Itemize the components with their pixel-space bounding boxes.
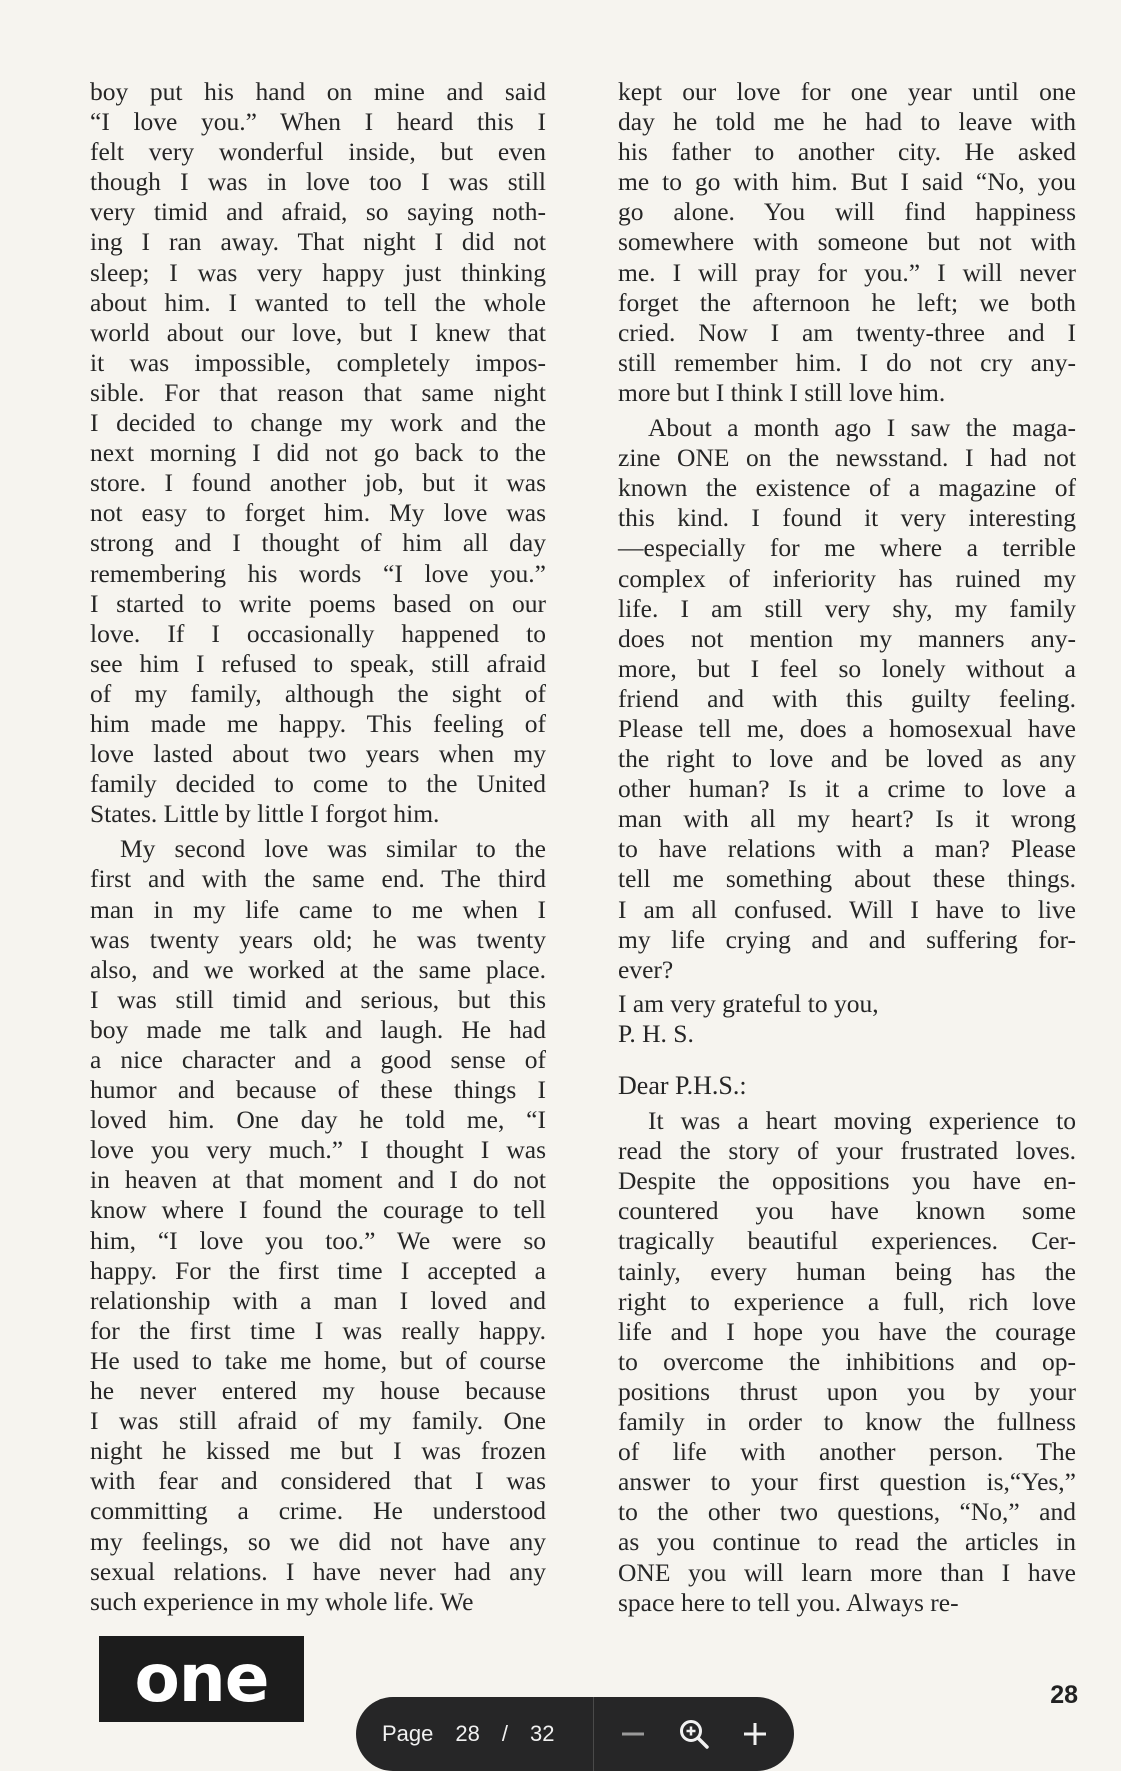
text-line: my life crying and and suffering for- — [618, 924, 1076, 954]
text-line: love lasted about two years when my — [90, 739, 546, 769]
text-line: tainly, every human being has the — [618, 1256, 1076, 1286]
text-line: other human? Is it a crime to love a — [618, 774, 1076, 804]
text-line: for the first time I was really happy. — [90, 1315, 546, 1345]
text-line: friend and with this guilty feeling. — [618, 683, 1076, 713]
letter-signoff — [618, 989, 1076, 1049]
text-line: of my family, although the sight of — [90, 678, 546, 708]
text-line: loved him. One day he told me, “I — [90, 1105, 546, 1135]
text-line: ing I ran away. That night I did not — [90, 227, 546, 257]
zoom-reset-button[interactable] — [672, 1712, 716, 1756]
text-line: his father to another city. He asked — [618, 137, 1076, 167]
text-line: answer to your first question is,“Yes,” — [618, 1467, 1076, 1497]
text-line: I decided to change my work and the — [90, 408, 546, 438]
plus-icon — [741, 1720, 769, 1748]
text-line: positions thrust upon you by your — [618, 1376, 1076, 1406]
text-line: remembering his words “I love you.” — [90, 558, 546, 588]
text-line: somewhere with someone but not with — [618, 227, 1076, 257]
text-line: P. H. S. — [618, 1018, 694, 1048]
text-line: more, but I feel so lonely without a — [618, 653, 1076, 683]
one-magazine-logo — [99, 1636, 304, 1722]
text-line: known the existence of a magazine of — [618, 473, 1076, 503]
page-indicator — [356, 1697, 593, 1771]
text-line: I am very grateful to you, — [618, 988, 879, 1018]
text-line: sible. For that reason that same night — [90, 377, 546, 407]
text-line: boy made me talk and laugh. He had — [90, 1014, 546, 1044]
text-line: tragically beautiful experiences. Cer- — [618, 1226, 1076, 1256]
text-line: “I love you.” When I heard this I — [90, 107, 546, 137]
current-page-number[interactable]: 28 — [455, 1721, 480, 1746]
text-line: cried. Now I am twenty-three and I — [618, 317, 1076, 347]
text-line: felt very wonderful inside, but even — [90, 137, 546, 167]
text-line: forget the afternoon he left; we both — [618, 287, 1076, 317]
text-line: About a month ago I saw the maga- — [648, 413, 1076, 443]
left-paragraph-1 — [90, 77, 546, 829]
text-line: man with all my heart? Is it wrong — [618, 804, 1076, 834]
text-line: right to experience a full, rich love — [618, 1286, 1076, 1316]
text-line: about him. I wanted to tell the whole — [90, 287, 546, 317]
text-line: life and I hope you have the courage — [618, 1316, 1076, 1346]
text-line: Despite the oppositions you have en- — [618, 1166, 1076, 1196]
text-line: my feelings, so we did not have any — [90, 1526, 546, 1556]
text-line: to overcome the inhibitions and op- — [618, 1346, 1076, 1376]
text-line: very timid and afraid, so saying noth- — [90, 197, 546, 227]
text-line: life. I am still very shy, my family — [618, 593, 1076, 623]
text-line: to have relations with a man? Please — [618, 834, 1076, 864]
text-line: of life with another person. The — [618, 1437, 1076, 1467]
text-line: strong and I thought of him all day — [90, 528, 546, 558]
text-line: store. I found another job, but it was — [90, 468, 546, 498]
right-paragraph-1 — [618, 77, 1076, 408]
text-line: world about our love, but I knew that — [90, 317, 546, 347]
text-line: tell me something about these things. — [618, 864, 1076, 894]
text-line: he never entered my house because — [90, 1376, 546, 1406]
total-pages: 32 — [530, 1721, 555, 1746]
printed-page-number: 28 — [1050, 1681, 1078, 1709]
left-column — [90, 77, 546, 1617]
text-line: it was impossible, completely impos- — [90, 347, 546, 377]
minus-icon — [619, 1720, 647, 1748]
text-line: zine ONE on the newsstand. I had not — [618, 443, 1076, 473]
text-line: My second love was similar to the — [120, 834, 546, 864]
salutation-text: Dear P.H.S.: — [618, 1071, 747, 1100]
text-line: I am all confused. Will I have to live — [618, 894, 1076, 924]
text-line: still remember him. I do not cry any- — [618, 347, 1076, 377]
text-line: love. If I occasionally happened to — [90, 618, 546, 648]
text-line: space here to tell you. Always re- — [618, 1587, 959, 1617]
page-label: Page — [382, 1721, 434, 1746]
text-line: was twenty years old; he was twenty — [90, 924, 546, 954]
viewer-toolbar — [356, 1697, 794, 1771]
reply-paragraph — [618, 1106, 1076, 1618]
text-line: I started to write poems based on our — [90, 588, 546, 618]
text-line: love you very much.” I thought I was — [90, 1135, 546, 1165]
text-line: day he told me he had to leave with — [618, 107, 1076, 137]
text-line: I was still afraid of my family. One — [90, 1406, 546, 1436]
text-line: —especially for me where a terrible — [618, 533, 1076, 563]
text-line: as you continue to read the articles in — [618, 1527, 1076, 1557]
text-line: with fear and considered that I was — [90, 1466, 546, 1496]
text-line: complex of inferiority has ruined my — [618, 563, 1076, 593]
text-line: ever? — [618, 954, 674, 984]
text-line: I was still timid and serious, but this — [90, 984, 546, 1014]
text-line: more but I think I still love him. — [618, 377, 946, 407]
text-line: him made me happy. This feeling of — [90, 708, 546, 738]
logo-text: one — [134, 1640, 269, 1717]
text-line: also, and we worked at the same place. — [90, 954, 546, 984]
text-line: me to go with him. But I said “No, you — [618, 167, 1076, 197]
text-line: sexual relations. I have never had any — [90, 1556, 546, 1586]
text-line: committing a crime. He understood — [90, 1496, 546, 1526]
text-line: not easy to forget him. My love was — [90, 498, 546, 528]
text-line: him, “I love you too.” We were so — [90, 1225, 546, 1255]
zoom-controls — [594, 1697, 794, 1771]
text-line: countered you have known some — [618, 1196, 1076, 1226]
text-line: to the other two questions, “No,” and — [618, 1497, 1076, 1527]
magnifier-plus-icon — [678, 1718, 710, 1750]
text-line: It was a heart moving experience to — [648, 1106, 1076, 1136]
text-line: night he kissed me but I was frozen — [90, 1436, 546, 1466]
text-line: family decided to come to the United — [90, 769, 546, 799]
text-line: such experience in my whole life. We — [90, 1586, 474, 1616]
text-line: first and with the same end. The third — [90, 864, 546, 894]
left-paragraph-2 — [90, 834, 546, 1616]
zoom-in-button[interactable] — [733, 1712, 777, 1756]
text-line: this kind. I found it very interesting — [618, 503, 1076, 533]
right-column — [618, 77, 1076, 1618]
text-line: the right to love and be loved as any — [618, 744, 1076, 774]
text-line: next morning I did not go back to the — [90, 438, 546, 468]
text-line: does not mention my manners any- — [618, 623, 1076, 653]
text-line: humor and because of these things I — [90, 1075, 546, 1105]
text-line: kept our love for one year until one — [618, 77, 1076, 106]
text-line: happy. For the first time I accepted a — [90, 1255, 546, 1285]
text-line: relationship with a man I loved and — [90, 1285, 546, 1315]
text-line: read the story of your frustrated loves. — [618, 1136, 1076, 1166]
text-line: a nice character and a good sense of — [90, 1045, 546, 1074]
page-separator: / — [501, 1721, 508, 1746]
text-line: States. Little by little I forgot him. — [90, 799, 440, 829]
text-line: know where I found the courage to tell — [90, 1195, 546, 1225]
text-line: go alone. You will find happiness — [618, 197, 1076, 227]
text-line: see him I refused to speak, still afraid — [90, 648, 546, 678]
text-line: ONE you will learn more than I have — [618, 1557, 1076, 1587]
zoom-out-button[interactable] — [611, 1712, 655, 1756]
text-line: Please tell me, does a homosexual have — [618, 713, 1076, 743]
text-line: me. I will pray for you.” I will never — [618, 257, 1076, 287]
text-line: He used to take me home, but of course — [90, 1345, 546, 1375]
text-line: boy put his hand on mine and said — [90, 77, 546, 106]
right-paragraph-2 — [618, 413, 1076, 985]
text-line: in heaven at that moment and I do not — [90, 1165, 546, 1195]
text-line: sleep; I was very happy just thinking — [90, 257, 546, 287]
reply-salutation — [618, 1071, 1076, 1101]
text-line: man in my life came to me when I — [90, 894, 546, 924]
text-line: family in order to know the fullness — [618, 1407, 1076, 1437]
text-line: though I was in love too I was still — [90, 167, 546, 197]
